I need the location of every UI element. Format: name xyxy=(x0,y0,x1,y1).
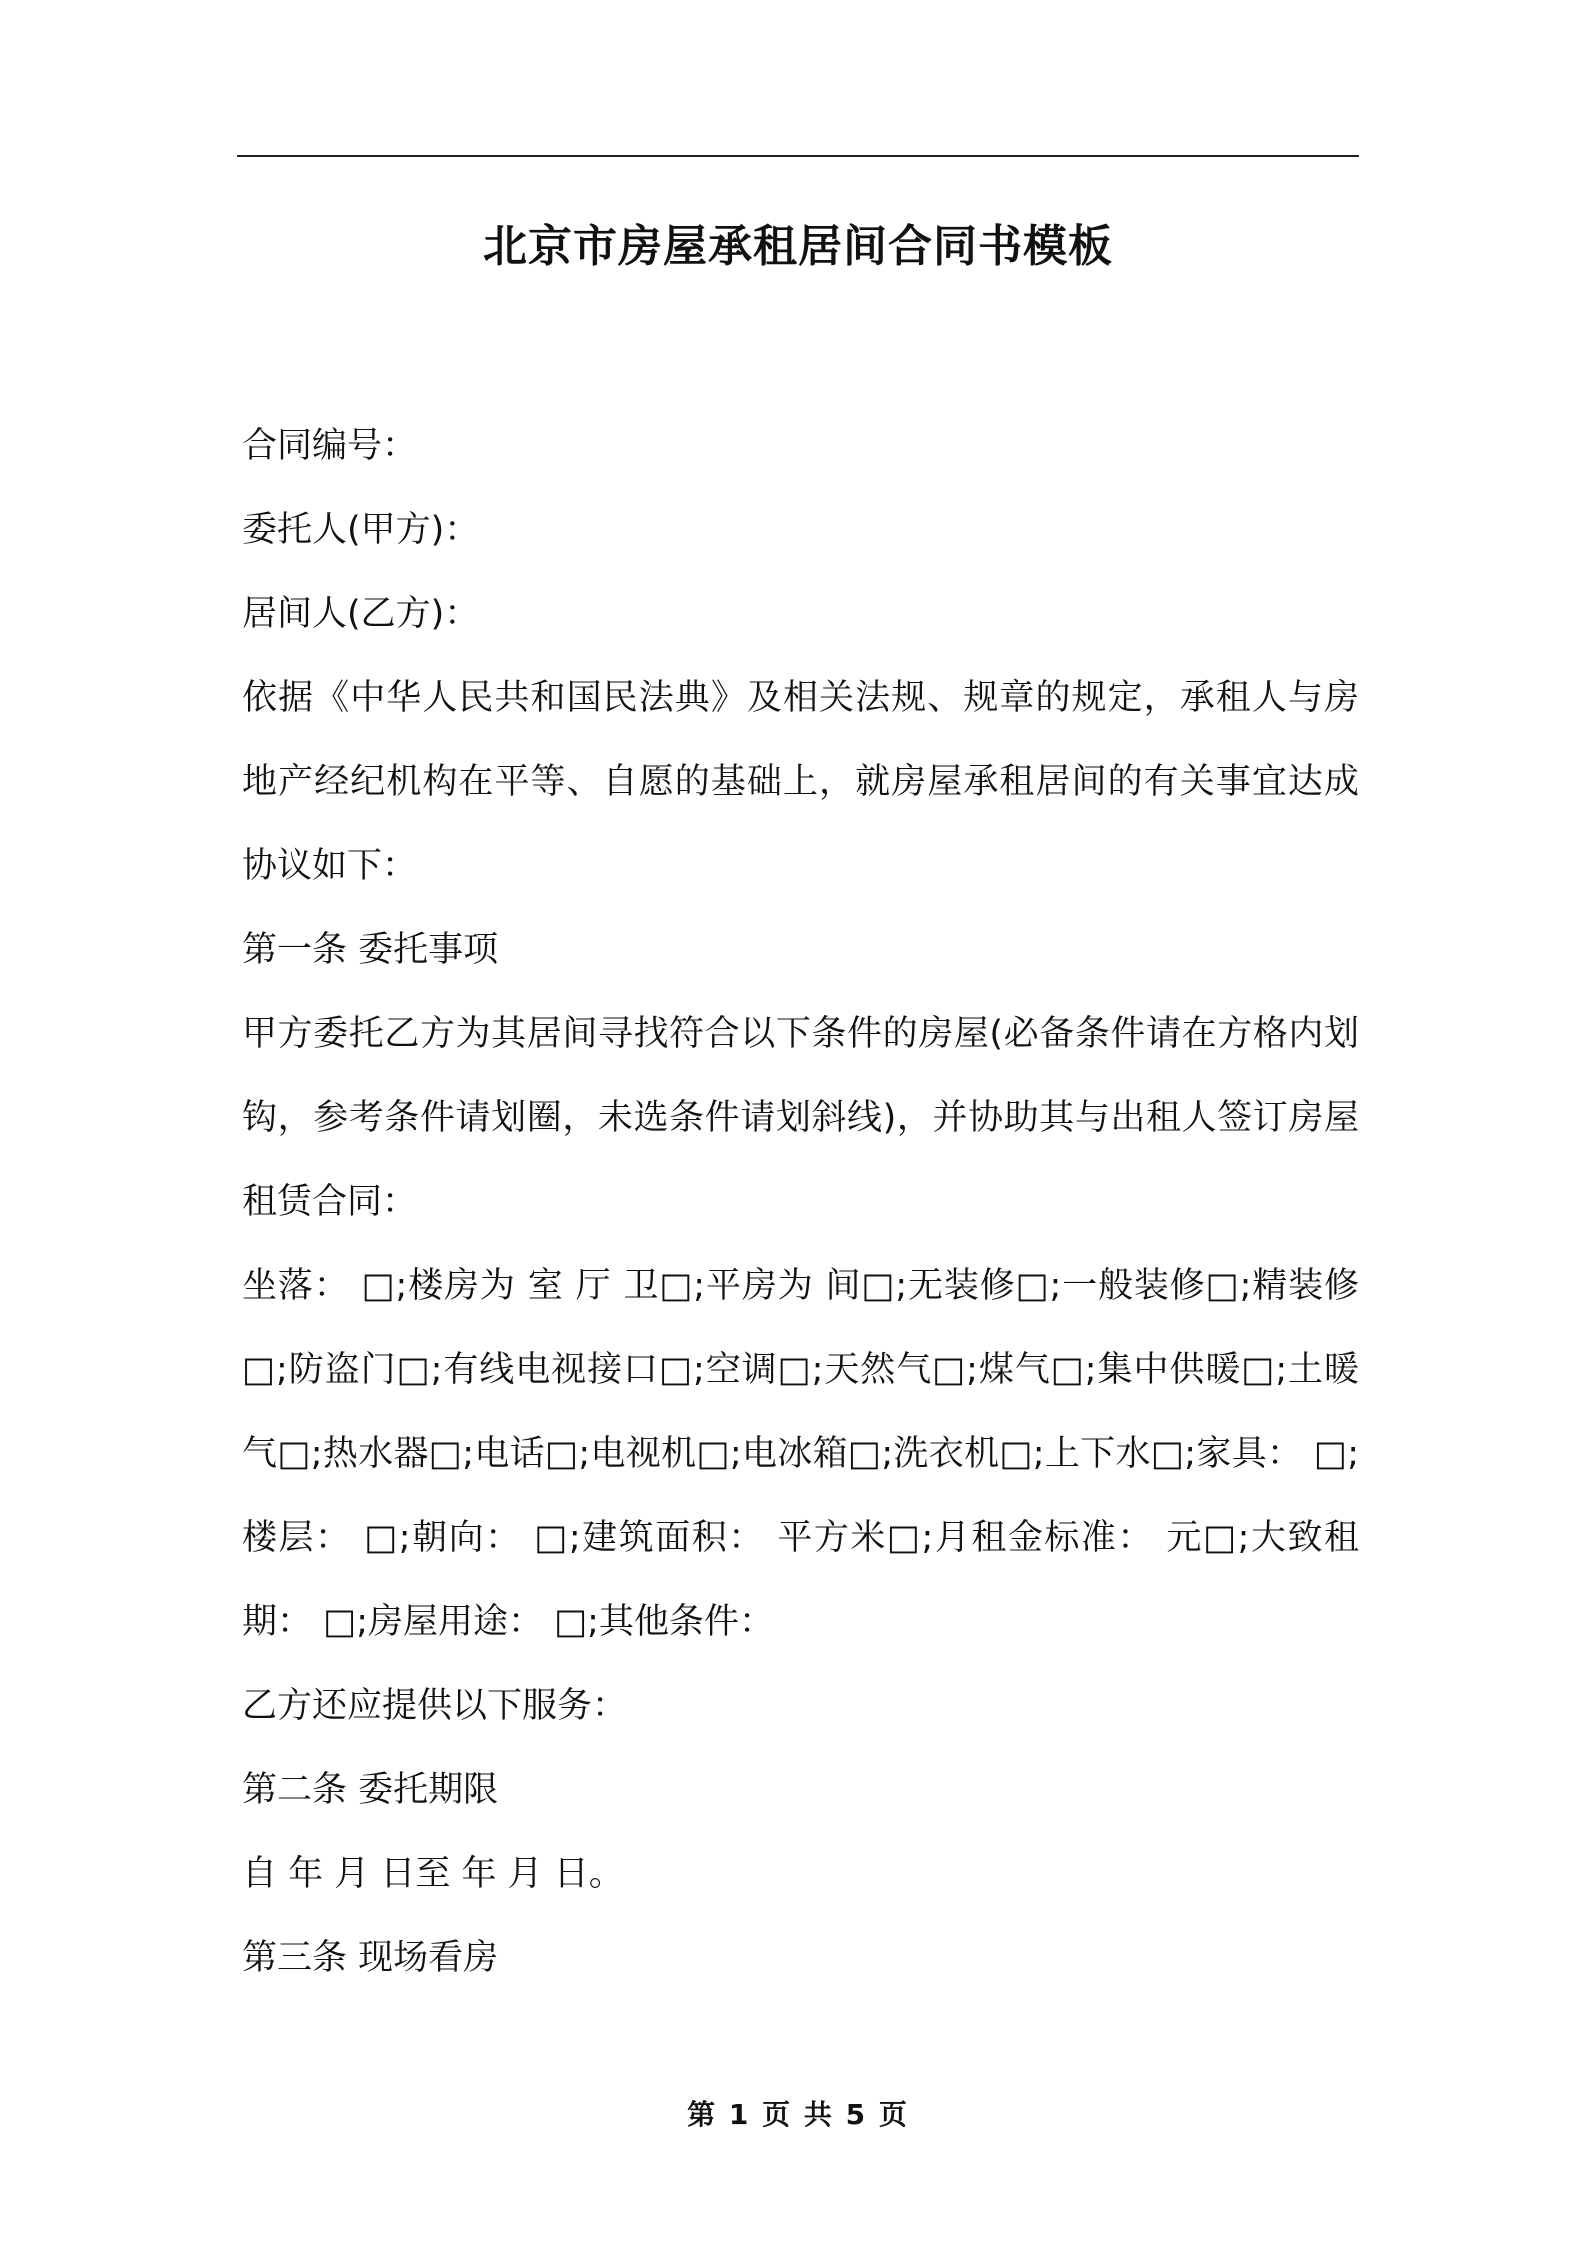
additional-services-line: 乙方还应提供以下服务： xyxy=(242,1686,628,1726)
document-title: 北京市房屋承租居间合同书模板 xyxy=(483,221,1113,272)
intermediary-party-line: 居间人(乙方)： xyxy=(242,594,480,634)
article-3-heading: 第三条 现场看房 xyxy=(242,1938,499,1978)
header-rule xyxy=(237,155,1359,157)
commission-period-line: 自 年 月 日至 年 月 日。 xyxy=(242,1854,624,1894)
housing-conditions-paragraph: 坐落： □;楼房为 室 厅 卫□;平房为 间□;无装修□;一般装修□;精装修□;防盗门□;有线电视接口□;空调□;天然气□;煤气□;集中供暖□;土暖气□;热水器□;电话□;电视机□;电冰箱□;洗衣机□;上下水□;家具： □;楼层： □;朝向： □;建筑面积： 平方米□;月租金标准： 元□;大致租期： □;房屋用途： □;其他条件： xyxy=(242,1266,1359,1642)
document-body xyxy=(242,404,1359,2000)
principal-party-line: 委托人(甲方)： xyxy=(242,510,480,550)
page-number-footer: 第 1 页 共 5 页 xyxy=(687,2098,909,2131)
article-1-heading: 第一条 委托事项 xyxy=(242,930,499,970)
contract-number-line: 合同编号： xyxy=(242,426,418,466)
article-2-heading: 第二条 委托期限 xyxy=(242,1770,499,1810)
preamble-paragraph: 依据《中华人民共和国民法典》及相关法规、规章的规定，承租人与房地产经纪机构在平等、自愿的基础上，就房屋承租居间的有关事宜达成协议如下： xyxy=(242,678,1359,886)
article-1-text: 甲方委托乙方为其居间寻找符合以下条件的房屋(必备条件请在方格内划钩，参考条件请划圈，未选条件请划斜线)，并协助其与出租人签订房屋租赁合同： xyxy=(242,1014,1359,1222)
